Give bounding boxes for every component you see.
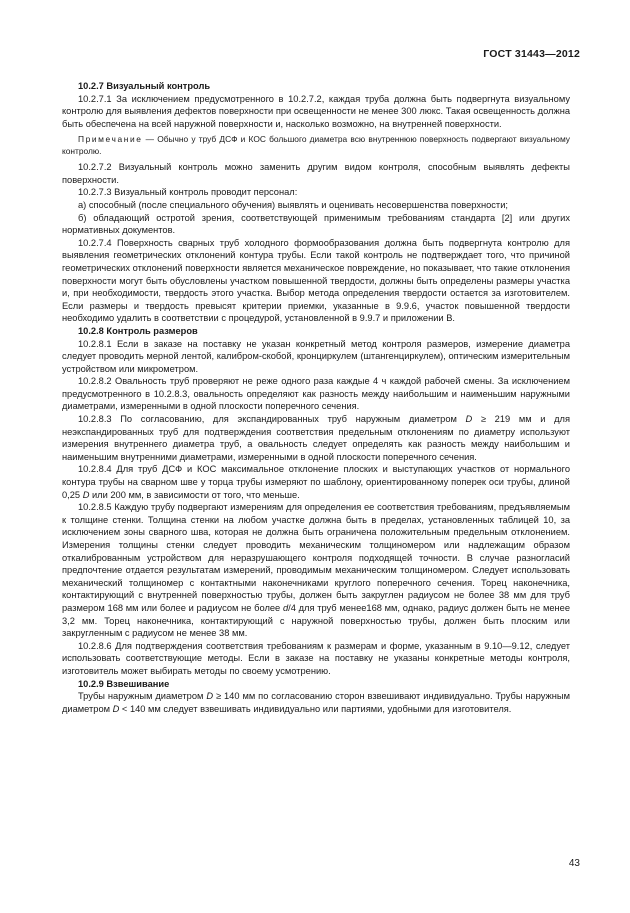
symbol-D: D (465, 414, 473, 425)
text-run: или 200 мм, в зависимости от того, что меньше. (89, 489, 300, 500)
note-label: Примечание (78, 134, 143, 145)
page-body (62, 80, 570, 715)
paragraph-10-2-7-3: 10.2.7.3 Визуальный контроль проводит персонал: (78, 187, 298, 198)
text-run: 10.2.8.3 По согласованию, для экспандированных труб наружным диаметром (78, 414, 466, 425)
note-text: — Обычно у труб ДСФ и КОС большого диаметра всю внутреннюю поверхность подвергают визуальному контролю. (62, 134, 570, 156)
section-heading-visual-control: 10.2.7 Визуальный контроль (78, 81, 211, 91)
text-run: ≥ 219 мм и для неэкспандированных труб для подтверждения соответствия предельным отклонениям по диаметру используют измерения внутреннего диаметра труб, а овальность следует определять как разность между наибольшим и наименьшим внутренними диаметрами, измеренными в одной плоскости поперечного сечения. (62, 414, 571, 462)
note (62, 134, 570, 157)
text-run: Трубы наружным диаметром (78, 691, 207, 702)
paragraph-10-2-8-2: 10.2.8.2 Овальность труб проверяют не реже одного раза каждые 4 ч каждой рабочей смены. За исключением предусмотренного в 10.2.8.3, овальность определяют как разность между наибольшим и наименьшим наружными диаметрами, измеренными в одной плоскости поперечного сечения. (62, 376, 570, 412)
text-run: 10.2.8.5 Каждую трубу подвергают измерениям для определения ее соответствия требованиям, предъявляемым к толщине стенки. Толщина стенки на любом участке должна быть в пределах, установленных таблицей 10, за исключением зоны сварного шва, которая не должна быть ограничена положительным предельным отклонением. Измерения толщины стенки следует проводить механическим толщиномером или надлежащим образом откалиброванным устройством для неразрушающего контроля подходящей точности. В случае разногласий предпочтение отдается результатам измерений, проводимым механическим толщиномером. Следует использовать механический толщиномер с контактными наконечниками круглого поперечного сечения. Торец наконечника, контактирующий с внутренней поверхностью трубы, должен быть закруглен радиусом не более 38 мм для труб размером 168 мм или более и радиусом не более (62, 502, 570, 613)
paragraph-10-2-7-2: 10.2.7.2 Визуальный контроль можно заменить другим видом контроля, способным выявлять дефекты поверхности. (62, 162, 570, 185)
paragraph-10-2-7-1: 10.2.7.1 За исключением предусмотренного в 10.2.7.2, каждая труба должна быть подвергнута визуальному контролю для выявления дефектов поверхности при освещенности не менее 300 люкс. Такая освещенность должна быть обеспечена на всей наружной поверхности и, насколько возможно, на внутренней поверхности. (62, 93, 570, 129)
page-number: 43 (568, 858, 580, 869)
paragraph-10-2-9 (62, 690, 570, 715)
section-heading-weighing: 10.2.9 Взвешивание (78, 678, 170, 689)
paragraph-10-2-8-6: 10.2.8.6 Для подтверждения соответствия требованиям к размерам и форме, указанным в 9.10—9.12, следует использовать соответствующие методы. Если в заказе на поставку не указаны конкретные методы контроля, изготовитель может выбирать методы по своему усмотрению. (62, 640, 570, 676)
paragraph-10-2-8-1: 10.2.8.1 Если в заказе на поставку не указан конкретный метод контроля размеров, измерение диаметра следует проводить мерной лентой, калибром-скобой, кронциркулем (штангенциркулем), оптическим измерительным устройством или микрометром. (62, 338, 570, 374)
section-heading-dimension-control: 10.2.8 Контроль размеров (78, 325, 198, 336)
paragraph-10-2-7-4: 10.2.7.4 Поверхность сварных труб холодного формообразования должна быть подвергнута контролю для выявления геометрических отклонений контура трубы. Если такой контроль не подтверждает того, что причиной геометрических отклонений поверхности является механическое повреждение, но показывает, что такие отклонения поверхности могут быть обусловлены участком повышенной твердости, должны быть определены размеры участка и, при необходимости, твердость этого участка. Выбор метода определения твердости остается за изготовителем. Если размеры и твердость превысят критерии приемки, указанные в 9.9.6, участок повышенной твердости необходимо удалить в соответствии с процедурой, установленной в 9.9.7 и приложении В. (62, 237, 570, 324)
list-item-a: а) способный (после специального обучения) выявлять и оценивать несовершенства поверхности; (78, 199, 508, 210)
paragraph-10-2-8-3 (62, 413, 570, 463)
list-item-b: б) обладающий остротой зрения, соответствующей применимым требованиям стандарта [2] или других нормативных документов. (62, 212, 570, 236)
text-run: 10.2.8.4 Для труб ДСФ и КОС максимальное отклонение плоских и выступающих участков от нормального контура трубы на сварном шве у торца трубы измеряют по шаблону, ориентированному поперек оси трубы, длиной 0,25 (62, 464, 570, 500)
text-run: < 140 мм следует взвешивать индивидуально или партиями, удобными для изготовителя. (119, 703, 512, 714)
text-run: /4 для труб менее168 мм, однако, радиус должен быть не менее 3,2 мм. Торец наконечника, контактирующий с наружной поверхностью трубы, должен быть плоским или закругленным с радиусом не менее 38 мм. (62, 602, 570, 639)
text-run: ≥ 140 мм по согласованию сторон взвешивают индивидуально. Трубы наружным диаметром (62, 691, 570, 714)
symbol-d: d (282, 602, 289, 613)
symbol-D: D (206, 691, 214, 702)
symbol-D: D (82, 489, 90, 500)
paragraph-10-2-8-4 (62, 463, 570, 501)
symbol-D: D (112, 703, 120, 714)
standard-header: ГОСТ 31443—2012 (483, 48, 580, 60)
paragraph-10-2-8-5 (62, 501, 570, 640)
